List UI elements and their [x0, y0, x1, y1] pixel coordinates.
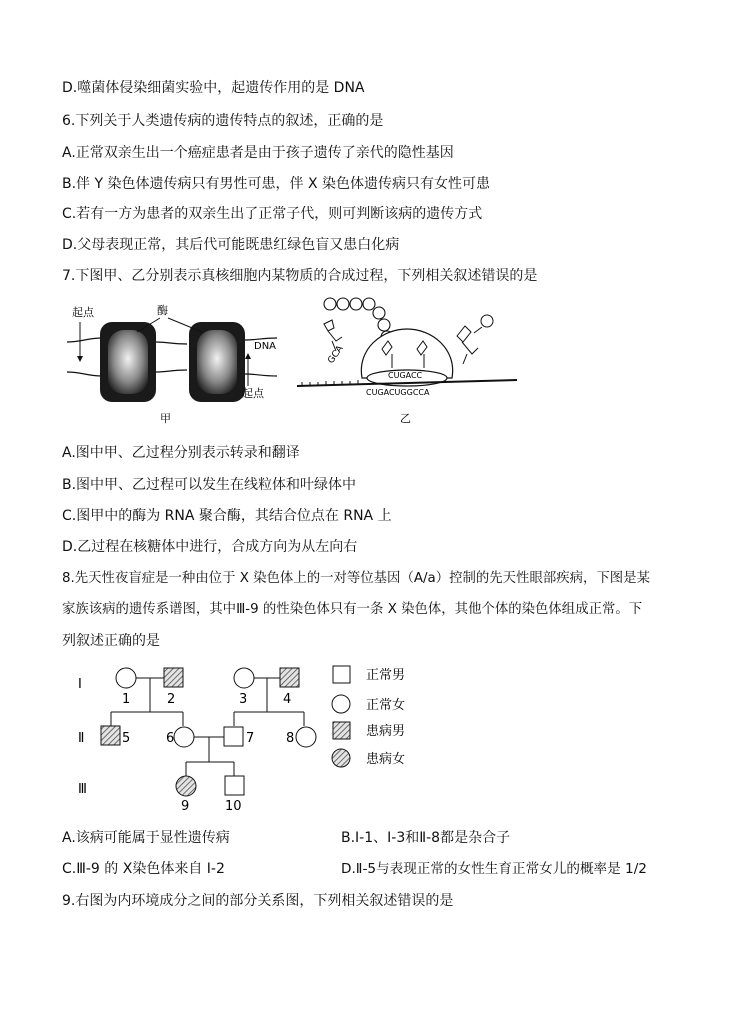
individual-II-6	[174, 727, 194, 747]
trna-anticodon: GCA	[326, 344, 346, 366]
question-6-option-d: D.父母表现正常，其后代可能既患红绿色盲又患白化病	[62, 237, 400, 253]
id-10: 10	[225, 799, 242, 814]
question-6-option-a: A.正常双亲生出一个癌症患者是由于孩子遗传了亲代的隐性基因	[62, 145, 454, 161]
label-yi: 乙	[400, 412, 411, 425]
individual-II-8	[296, 727, 316, 747]
id-4: 4	[283, 692, 292, 707]
label-jia: 甲	[160, 412, 171, 425]
id-2: 2	[167, 692, 176, 707]
individual-I-2	[164, 668, 183, 687]
legend-affected-female-symbol	[332, 749, 350, 767]
individual-I-4	[280, 668, 299, 687]
id-9: 9	[181, 799, 190, 814]
question-8-option-c: C.Ⅲ-9 的 X染色体来自 Ⅰ-2	[62, 861, 225, 877]
legend-normal-female-symbol	[332, 695, 350, 713]
legend-affected-female: 患病女	[366, 752, 406, 767]
label-dna: DNA	[254, 341, 277, 352]
question-8-option-d: D.Ⅱ-5与表现正常的女性生育正常女儿的概率是 1/2	[341, 861, 647, 877]
question-9-stem: 9.右图为内环境成分之间的部分关系图，下列相关叙述错误的是	[62, 893, 454, 909]
individual-I-1	[116, 668, 136, 688]
question-8-option-b: B.Ⅰ-1、Ⅰ-3和Ⅱ-8都是杂合子	[341, 830, 511, 846]
transcription-diagram	[67, 303, 277, 425]
label-enzyme: 酶	[157, 304, 168, 317]
question-7-option-b: B.图中甲、乙过程可以发生在线粒体和叶绿体中	[62, 477, 357, 493]
id-7: 7	[246, 731, 255, 746]
question-6-option-b: B.伴 Y 染色体遗传病只有男性可患，伴 X 染色体遗传病只有女性可患	[62, 176, 490, 192]
generation-I-label: Ⅰ	[78, 677, 82, 692]
id-8: 8	[286, 731, 295, 746]
question-6-option-c: C.若有一方为患者的双亲生出了正常子代，则可判断该病的遗传方式	[62, 206, 483, 222]
legend-normal-male: 正常男	[366, 668, 406, 683]
question-7-figure	[62, 294, 532, 429]
generation-II-label: Ⅱ	[78, 731, 85, 746]
individual-III-9	[176, 776, 196, 796]
label-start-1: 起点	[72, 306, 94, 319]
question-8-stem-line-1: 8.先天性夜盲症是一种由位于 X 染色体上的一对等位基因（A/a）控制的先天性眼部疾病，下图是某	[62, 571, 650, 586]
question-6-stem: 6.下列关于人类遗传病的遗传特点的叙述，正确的是	[62, 113, 384, 129]
question-7-option-a: A.图中甲、乙过程分别表示转录和翻译	[62, 445, 300, 461]
legend-normal-male-symbol	[333, 666, 350, 683]
id-1: 1	[122, 692, 131, 707]
pedigree-chart	[70, 658, 490, 818]
individual-II-5	[101, 726, 120, 745]
label-start-2: 起点	[242, 387, 264, 400]
legend-normal-female: 正常女	[366, 698, 406, 713]
question-8-option-a: A.该病可能属于显性遗传病	[62, 830, 230, 846]
question-8-stem-line-2: 家族该病的遗传系谱图，其中Ⅲ-9 的性染色体只有一条 X 染色体，其他个体的染色体组成正常。下	[62, 602, 643, 617]
legend-affected-male-symbol	[333, 722, 350, 739]
generation-III-label: Ⅲ	[78, 782, 87, 797]
codon-sequence: CUGACC	[388, 371, 423, 380]
question-7-option-c: C.图甲中的酶为 RNA 聚合酶，其结合位点在 RNA 上	[62, 508, 392, 524]
question-7-stem: 7.下图甲、乙分别表示真核细胞内某物质的合成过程，下列相关叙述错误的是	[62, 268, 538, 284]
mrna-sequence: CUGACUGGCCA	[366, 388, 430, 397]
text-line-d-phage: D.噬菌体侵染细菌实验中，起遗传作用的是 DNA	[62, 80, 365, 96]
translation-diagram	[297, 298, 517, 425]
individual-III-10	[225, 776, 244, 795]
individual-II-7	[224, 727, 243, 746]
legend-affected-male: 患病男	[366, 724, 406, 739]
id-5: 5	[122, 731, 131, 746]
question-7-option-d: D.乙过程在核糖体中进行，合成方向为从左向右	[62, 539, 358, 555]
individual-I-3	[234, 668, 254, 688]
id-3: 3	[239, 692, 248, 707]
id-6: 6	[166, 731, 175, 746]
question-8-stem-line-3: 列叙述正确的是	[62, 633, 160, 649]
